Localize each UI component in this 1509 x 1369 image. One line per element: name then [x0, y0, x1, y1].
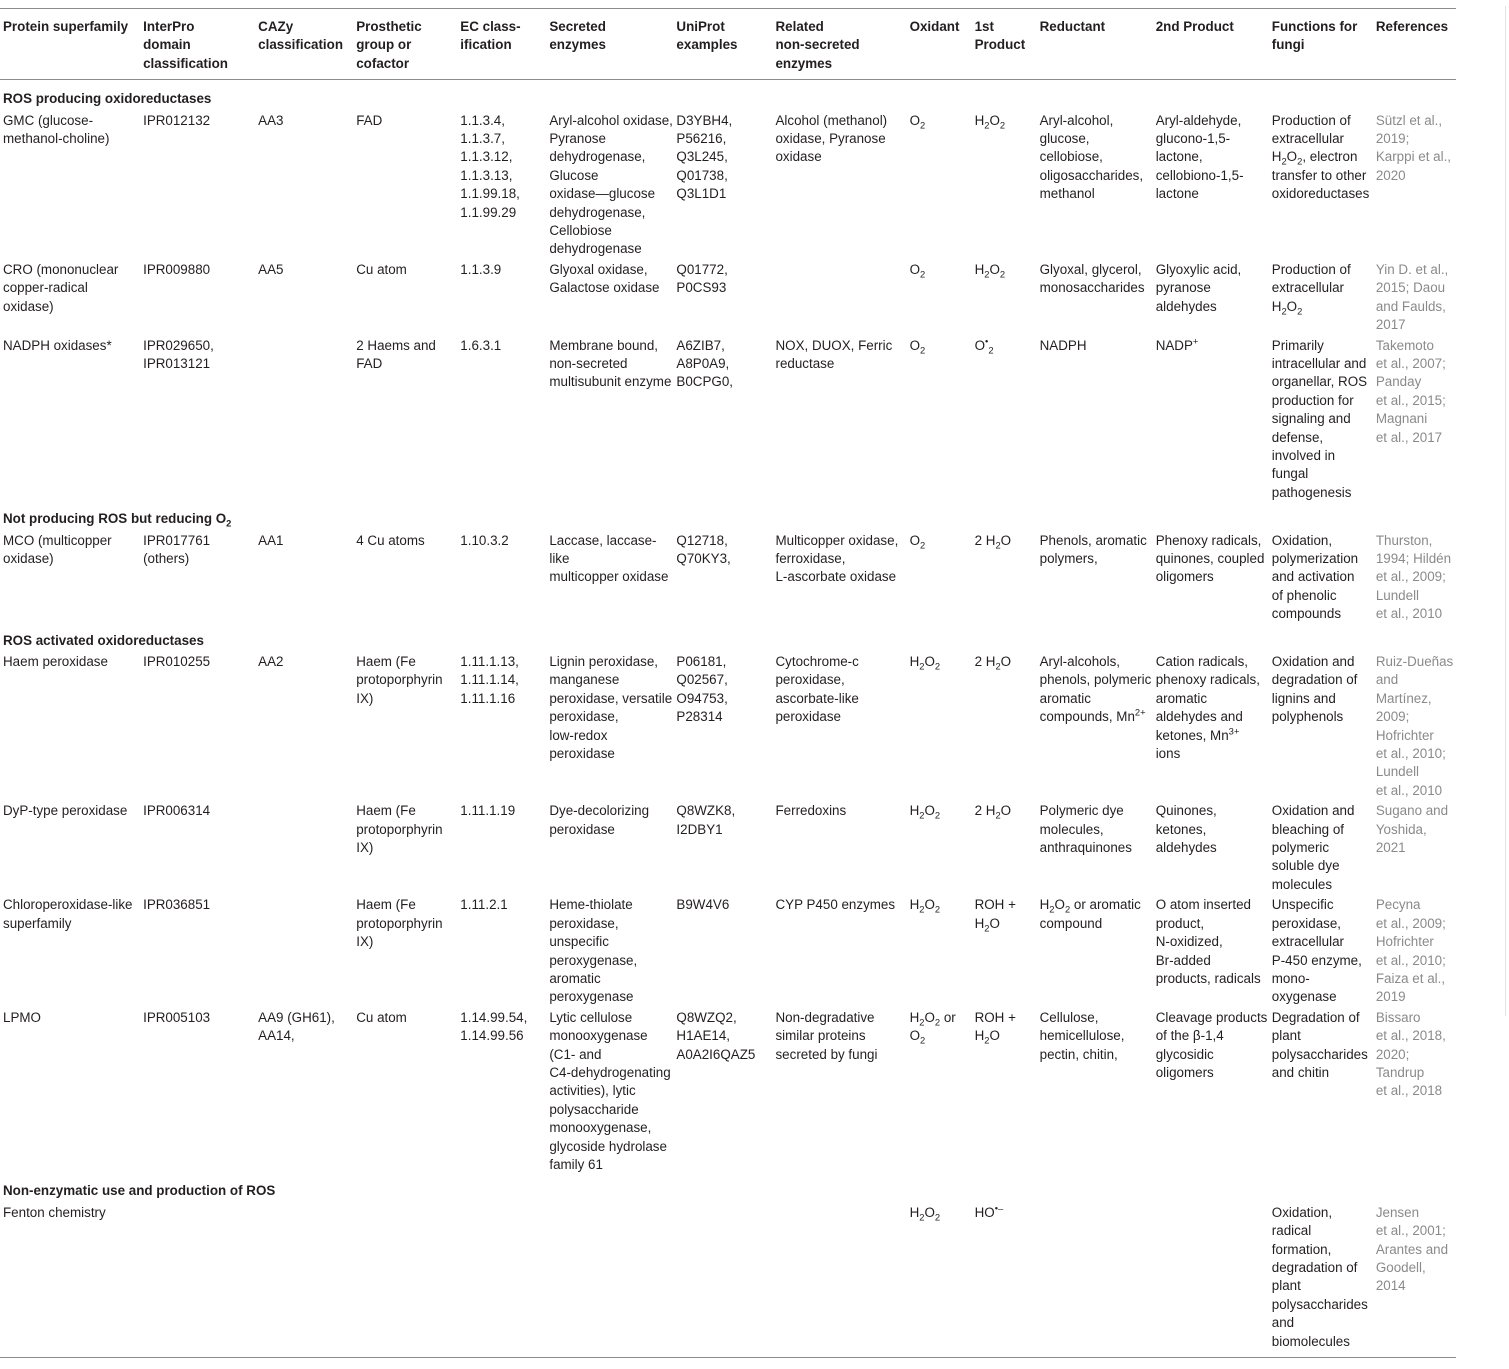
table-row — [0, 894, 1456, 1006]
cell-product2: Cleavage products of the β-1,4 glycosidic oligomers — [1155, 1009, 1268, 1080]
table-row — [0, 1007, 1456, 1175]
cell-uniprot: Q8WZK8, I2DBY1 — [676, 803, 736, 837]
cell-reductant: Phenols, aromatic polymers, — [1039, 532, 1147, 566]
cell-product2: Quinones, ketones, aldehydes — [1155, 803, 1217, 856]
cell-functions: Production of extracellular $H_2O_2$ — [1271, 261, 1351, 317]
cell-product1: ROH + $H_2O$ — [974, 897, 1016, 934]
cell-uniprot: A6ZIB7, A8P0A9, B0CPG0, — [676, 337, 733, 390]
cell-reductant: Polymeric dye molecules, anthraquinones — [1039, 803, 1132, 856]
cell-ec: 1.10.3.2 — [460, 532, 509, 548]
cell-uniprot: D3YBH4, P56216, Q3L245, Q01738, Q3L1D1 — [676, 112, 733, 202]
cell-references: Takemoto et al., 2007; Panday et al., 2015; Magnani et al., 2017 — [1375, 337, 1446, 445]
table-row — [0, 800, 1456, 894]
cell-cazy — [255, 1202, 353, 1358]
cell-related: Alcohol (methanol) oxidase, Pyranose oxidase — [775, 112, 888, 165]
cell-interpro: IPR036851 — [143, 897, 211, 913]
table-header-row — [0, 9, 1456, 80]
cell-interpro: IPR006314 — [143, 803, 211, 819]
cell-secreted: Membrane bound, non-secreted multisubunit enzyme — [549, 337, 672, 390]
cell-reductant: Cellulose, hemicellulose, pectin, chitin, — [1039, 1009, 1125, 1062]
cell-superfamily: LPMO — [3, 1009, 41, 1025]
cell-oxidant: $O_2$ — [909, 112, 926, 131]
cell-cazy: AA9 (GH61), AA14, — [258, 1009, 335, 1044]
cell-functions: Degradation of plant polysaccharides and chitin — [1271, 1009, 1368, 1080]
table-row — [0, 651, 1456, 800]
section-title: Not producing ROS but reducing $O_2$ — [3, 511, 232, 529]
cell-uniprot — [673, 1202, 772, 1358]
cell-product2: NADP+ — [1155, 336, 1199, 353]
cell-interpro: IPR017761 (others) — [143, 532, 211, 566]
cell-references: Sugano and Yoshida, 2021 — [1375, 803, 1449, 856]
cell-interpro: IPR005103 — [143, 1009, 211, 1025]
cell-interpro — [140, 1202, 255, 1358]
section-row — [0, 80, 1456, 110]
cell-references: Pecyna et al., 2009; Hofrichter et al., 2010; Faiza et al., 2019 — [1375, 897, 1446, 1005]
cell-prosthetic: FAD — [356, 112, 383, 128]
cell-interpro: IPR029650, IPR013121 — [143, 337, 214, 371]
column-header-ec: EC class- ification — [460, 19, 521, 53]
cell-related: Cytochrome-c peroxidase, ascorbate-like peroxidase — [775, 654, 859, 725]
cell-functions: Oxidation and degradation of lignins and polyphenols — [1271, 654, 1358, 725]
column-header-interpro: InterPro domain classification — [143, 19, 228, 71]
cell-reductant: Glyoxal, glycerol, monosaccharides — [1039, 261, 1145, 296]
cell-functions: Primarily intracellular and organellar, ROS production for signaling and defense, involved in fungal pathogenesis — [1271, 337, 1368, 500]
column-header-prosthetic: Prosthetic group or cofactor — [356, 19, 422, 71]
section-title: ROS producing oxidoreductases — [3, 91, 212, 107]
cell-oxidant: $O_2$ — [909, 532, 926, 551]
cell-interpro: IPR012132 — [143, 112, 211, 128]
column-header-references: References — [1375, 19, 1449, 34]
cell-ec: 1.1.3.9 — [460, 261, 502, 277]
cell-references: Bissaro et al., 2018, 2020; Tandrup et al., 2018 — [1375, 1009, 1446, 1099]
cell-functions: Oxidation and bleaching of polymeric soluble dye molecules — [1271, 803, 1355, 892]
enzyme-table — [0, 8, 1456, 1358]
cell-prosthetic: Cu atom — [356, 1009, 407, 1025]
cell-reductant: NADPH — [1039, 337, 1087, 353]
section-row — [0, 1174, 1456, 1201]
cell-superfamily: NADPH oxidases* — [3, 337, 112, 353]
cell-oxidant: $O_2$ — [909, 337, 926, 356]
cell-functions: Production of extracellular $H_2O_2$, electron transfer to other oxidoreductases — [1271, 112, 1370, 202]
cell-references: Yin D. et al., 2015; Daou and Faulds, 2017 — [1375, 261, 1449, 333]
cell-secreted: Dye-decolorizing peroxidase — [549, 803, 650, 837]
cell-reductant — [1037, 1202, 1153, 1358]
cell-cazy: AA3 — [258, 112, 284, 128]
cell-ec: 1.11.2.1 — [460, 897, 508, 913]
cell-reductant: $H_2O_2$ or aromatic compound — [1039, 897, 1141, 931]
cell-uniprot: B9W4V6 — [676, 897, 730, 913]
cell-superfamily: CRO (mononuclear copper-radical oxidase) — [3, 261, 119, 314]
table-body — [0, 80, 1456, 1358]
cell-product1: ROH + $H_2O$ — [974, 1009, 1016, 1046]
column-header-reductant: Reductant — [1039, 19, 1106, 34]
cell-uniprot: Q12718, Q70KY3, — [676, 532, 731, 566]
cell-oxidant: $O_2$ — [909, 261, 926, 280]
column-header-superfamily: Protein superfamily — [3, 19, 129, 34]
cell-superfamily: MCO (multicopper oxidase) — [3, 532, 112, 566]
table-row — [0, 259, 1456, 335]
table-row — [0, 110, 1456, 259]
cell-secreted: Lignin peroxidase, manganese peroxidase, versatile peroxidase, low-redox peroxidase — [549, 654, 673, 762]
cell-cazy: AA5 — [258, 261, 284, 277]
column-header-functions: Functions for fungi — [1271, 19, 1358, 53]
data-table-container — [0, 8, 1456, 1358]
cell-related: CYP P450 enzymes — [775, 897, 896, 913]
cell-ec: 1.11.1.13, 1.11.1.14, 1.11.1.16 — [460, 654, 519, 706]
cell-product2: Glyoxylic acid, pyranose aldehydes — [1155, 261, 1242, 314]
cell-prosthetic: 4 Cu atoms — [356, 532, 425, 548]
cell-product1: $H_2O_2$ — [974, 112, 1006, 131]
cell-product1: HO•– — [974, 1203, 1004, 1220]
cell-cazy: AA2 — [258, 654, 284, 669]
cell-product2: Phenoxy radicals, quinones, coupled oligomers — [1155, 532, 1265, 585]
section-row — [0, 624, 1456, 651]
cell-cazy — [255, 894, 353, 1006]
cell-secreted: Laccase, laccase-like multicopper oxidase — [549, 532, 669, 585]
cell-oxidant: $H_2O_2$ — [909, 654, 941, 672]
cell-ec: 1.6.3.1 — [460, 337, 502, 353]
cell-secreted: Heme-thiolate peroxidase, unspecific peroxygenase, aromatic peroxygenase — [549, 897, 638, 1005]
cell-oxidant: $H_2O_2$ — [909, 1204, 941, 1223]
column-header-product1: 1st Product — [974, 19, 1026, 53]
cell-product2 — [1153, 1202, 1269, 1358]
cell-ec: 1.14.99.54, 1.14.99.56 — [460, 1009, 528, 1044]
cell-interpro: IPR010255 — [143, 654, 211, 669]
cell-product1: 2 $H_2O$ — [974, 654, 1012, 672]
cell-related — [772, 259, 906, 335]
cell-prosthetic: Cu atom — [356, 261, 407, 277]
cell-oxidant: $H_2O_2$ — [909, 897, 941, 915]
cell-functions: Unspecific peroxidase, extracellular P-450 enzyme, mono- oxygenase — [1271, 897, 1362, 1005]
cell-superfamily: Haem peroxidase — [3, 654, 108, 669]
cell-product1: $H_2O_2$ — [974, 261, 1006, 280]
cell-interpro: IPR009880 — [143, 261, 211, 277]
cell-functions: Oxidation, polymerization and activation of phenolic compounds — [1271, 532, 1359, 622]
section-title: ROS activated oxidoreductases — [3, 632, 204, 648]
cell-related: Multicopper oxidase, ferroxidase, L-ascorbate oxidase — [775, 532, 899, 585]
cell-secreted — [546, 1202, 673, 1358]
cell-product2: O atom inserted product, N-oxidized, Br-added products, radicals — [1155, 897, 1261, 986]
cell-related: NOX, DUOX, Ferric reductase — [775, 337, 893, 371]
cell-reductant: Aryl-alcohol, glucose, cellobiose, oligosaccharides, methanol — [1039, 112, 1144, 202]
section-row — [0, 502, 1456, 529]
column-header-secreted: Secreted enzymes — [549, 19, 606, 53]
cell-product2: Aryl-aldehyde, glucono-1,5- lactone, cellobiono-1,5- lactone — [1155, 112, 1244, 202]
cell-product1: 2 $H_2O$ — [974, 803, 1012, 821]
cell-prosthetic — [353, 1202, 457, 1358]
cell-related: Ferredoxins — [775, 803, 847, 819]
cell-product1: 2 $H_2O$ — [974, 532, 1012, 551]
cell-references: Ruiz-Dueñas and Martínez, 2009; Hofrichter et al., 2010; Lundell et al., 2010 — [1375, 654, 1454, 798]
cell-uniprot: P06181, Q02567, O94753, P28314 — [676, 654, 728, 725]
column-header-related: Related non-secreted enzymes — [775, 19, 860, 71]
cell-prosthetic: Haem (Fe protoporphyrin IX) — [356, 654, 443, 706]
cell-product2: Cation radicals, phenoxy radicals, aromatic aldehydes and ketones, $Mn^{3+}$ ions — [1155, 654, 1260, 762]
cell-references: Thurston, 1994; Hildén et al., 2009; Lundell et al., 2010 — [1375, 532, 1452, 622]
table-row — [0, 530, 1456, 624]
cell-secreted: Glyoxal oxidase, Galactose oxidase — [549, 261, 660, 296]
cell-ec — [457, 1202, 546, 1358]
column-header-cazy: CAZy classification — [258, 19, 344, 53]
cell-references: Jensen et al., 2001; Arantes and Goodell, 2014 — [1375, 1204, 1449, 1294]
cell-uniprot: Q8WZQ2, H1AE14, A0A2I6QAZ5 — [676, 1009, 756, 1062]
cell-cazy — [255, 335, 353, 503]
section-title: Non-enzymatic use and production of ROS — [3, 1183, 276, 1199]
cell-ec: 1.11.1.19 — [460, 803, 516, 819]
cell-product1: $O^•_2$ — [974, 336, 994, 356]
column-header-product2: 2nd Product — [1155, 19, 1234, 34]
cell-related — [772, 1202, 906, 1358]
page-edge-line — [1505, 6, 1506, 1016]
cell-reductant: Aryl-alcohols, phenols, polymeric aromatic compounds, $Mn^{2+}$ — [1039, 654, 1152, 725]
table-row — [0, 1202, 1456, 1358]
cell-superfamily: DyP-type peroxidase — [3, 803, 128, 819]
cell-cazy: AA1 — [258, 532, 284, 548]
cell-ec: 1.1.3.4, 1.1.3.7, 1.1.3.12, 1.1.3.13, 1.1.99.18, 1.1.99.29 — [460, 112, 520, 220]
cell-superfamily: GMC (glucose- methanol-choline) — [3, 112, 110, 147]
cell-cazy — [255, 800, 353, 894]
cell-oxidant: $H_2O_2$ or $O_2$ — [909, 1009, 956, 1046]
cell-superfamily: Chloroperoxidase-like superfamily — [3, 897, 133, 931]
cell-secreted: Lytic cellulose monooxygenase (C1- and C4-dehydrogenating activities), lytic polysaccharide monooxygenase, glycoside hydrolase family 61 — [549, 1009, 671, 1172]
cell-related: Non-degradative similar proteins secreted by fungi — [775, 1009, 878, 1062]
table-row — [0, 335, 1456, 503]
column-header-uniprot: UniProt examples — [676, 19, 738, 53]
cell-references: Sützl et al., 2019; Karppi et al., 2020 — [1375, 112, 1452, 183]
cell-functions: Oxidation, radical formation, degradation of plant polysaccharides and biomolecules — [1271, 1204, 1368, 1349]
cell-prosthetic: 2 Haems and FAD — [356, 337, 436, 371]
cell-secreted: Aryl-alcohol oxidase, Pyranose dehydrogenase, Glucose oxidase—glucose dehydrogenase, Cellobiose dehydrogenase — [549, 112, 673, 257]
column-header-oxidant: Oxidant — [909, 19, 960, 34]
cell-superfamily: Fenton chemistry — [3, 1204, 106, 1220]
cell-prosthetic: Haem (Fe protoporphyrin IX) — [356, 803, 443, 856]
cell-uniprot: Q01772, P0CS93 — [676, 261, 728, 296]
cell-oxidant: $H_2O_2$ — [909, 803, 941, 821]
cell-prosthetic: Haem (Fe protoporphyrin IX) — [356, 897, 443, 950]
